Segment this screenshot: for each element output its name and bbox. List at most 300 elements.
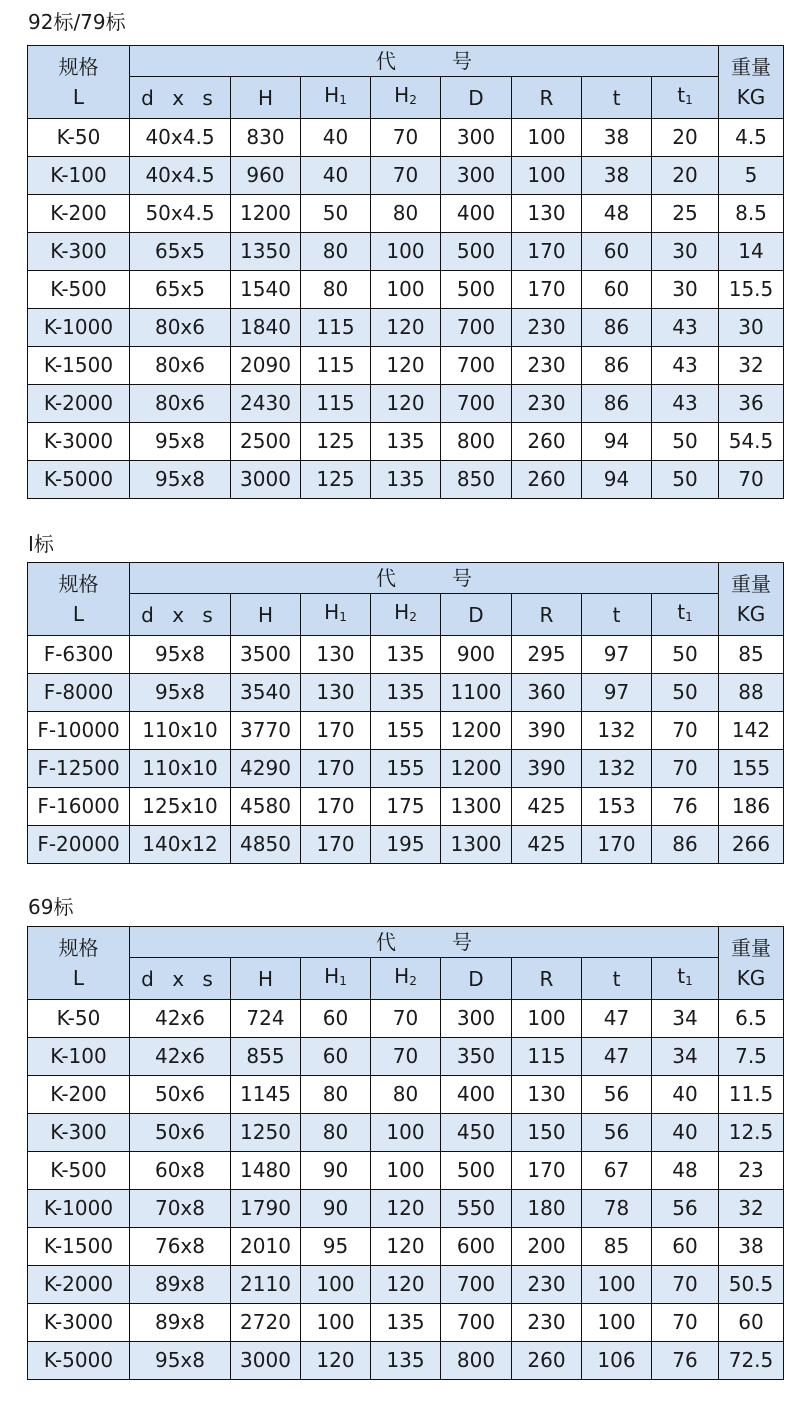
value-cell: 850 [441, 461, 512, 499]
header-row-top [28, 927, 784, 958]
model-cell: F-12500 [28, 750, 130, 788]
value-cell: 120 [371, 309, 441, 347]
column-header-subscript: 1 [685, 610, 693, 624]
value-cell: 110x10 [130, 712, 231, 750]
column-header-label: t [677, 600, 686, 624]
value-cell: 2720 [231, 1304, 301, 1342]
value-cell: 390 [512, 712, 582, 750]
table-row [28, 195, 784, 233]
value-cell: 43 [652, 385, 719, 423]
value-cell: 80 [301, 1076, 371, 1114]
value-cell: 1350 [231, 233, 301, 271]
value-cell: 1250 [231, 1114, 301, 1152]
table-row [28, 119, 784, 157]
value-cell: 72.5 [719, 1342, 784, 1380]
code-header-cell [130, 927, 719, 958]
column-header [582, 958, 652, 1000]
value-cell: 1200 [441, 750, 512, 788]
value-cell: 155 [371, 712, 441, 750]
value-cell: 300 [441, 1000, 512, 1038]
column-header [231, 958, 301, 1000]
value-cell: 3770 [231, 712, 301, 750]
value-cell: 6.5 [719, 1000, 784, 1038]
value-cell: 115 [301, 309, 371, 347]
value-cell: 175 [371, 788, 441, 826]
value-cell: 230 [512, 1266, 582, 1304]
weight-label: 重量 [731, 572, 771, 596]
weight-unit: KG [736, 966, 766, 990]
value-cell: 425 [512, 788, 582, 826]
column-header-label: t [612, 602, 621, 627]
value-cell: 100 [512, 157, 582, 195]
model-cell: K-2000 [28, 385, 130, 423]
table-row [28, 1342, 784, 1380]
model-cell: K-200 [28, 195, 130, 233]
value-cell: 130 [301, 636, 371, 674]
value-cell: 100 [582, 1304, 652, 1342]
value-cell: 50 [652, 423, 719, 461]
value-cell: 40 [301, 157, 371, 195]
value-cell: 20 [652, 119, 719, 157]
value-cell: 40 [301, 119, 371, 157]
value-cell: 70 [652, 1304, 719, 1342]
value-cell: 11.5 [719, 1076, 784, 1114]
value-cell: 76 [652, 788, 719, 826]
weight-unit: KG [736, 85, 766, 109]
value-cell: 700 [441, 309, 512, 347]
value-cell: 135 [371, 1304, 441, 1342]
value-cell: 60x8 [130, 1152, 231, 1190]
value-cell: 34 [652, 1000, 719, 1038]
value-cell: 86 [652, 826, 719, 864]
value-cell: 100 [512, 119, 582, 157]
code-label-2: 号 [452, 49, 472, 73]
value-cell: 80 [371, 1076, 441, 1114]
value-cell: 700 [441, 1266, 512, 1304]
weight-header-cell [719, 46, 784, 119]
column-header-label: t [612, 966, 621, 991]
value-cell: 230 [512, 385, 582, 423]
value-cell: 80x6 [130, 309, 231, 347]
value-cell: 70 [652, 750, 719, 788]
header-row-columns [28, 77, 784, 119]
column-header-label: t [677, 964, 686, 988]
spec-label: 规格 [58, 55, 99, 79]
value-cell: 260 [512, 423, 582, 461]
value-cell: 170 [512, 233, 582, 271]
model-cell: F-16000 [28, 788, 130, 826]
value-cell: 40x4.5 [130, 119, 231, 157]
value-cell: 70 [371, 1038, 441, 1076]
table-row [28, 1190, 784, 1228]
value-cell: 155 [719, 750, 784, 788]
value-cell: 100 [371, 1152, 441, 1190]
table-row [28, 674, 784, 712]
value-cell: 50 [301, 195, 371, 233]
column-header-subscript: 1 [339, 93, 347, 107]
value-cell: 70 [652, 1266, 719, 1304]
value-cell: 60 [582, 271, 652, 309]
column-header-subscript: 2 [409, 610, 417, 624]
value-cell: 120 [371, 347, 441, 385]
value-cell: 38 [719, 1228, 784, 1266]
value-cell: 1300 [441, 788, 512, 826]
value-cell: 1480 [231, 1152, 301, 1190]
column-header [441, 77, 512, 119]
value-cell: 3540 [231, 674, 301, 712]
value-cell: 95x8 [130, 674, 231, 712]
value-cell: 70 [371, 1000, 441, 1038]
value-cell: 170 [301, 712, 371, 750]
model-cell: K-1000 [28, 309, 130, 347]
model-cell: K-50 [28, 119, 130, 157]
value-cell: 125 [301, 461, 371, 499]
column-header-label: D [468, 966, 484, 991]
spec-sub-label: L [72, 602, 85, 626]
column-header-label: t [677, 83, 686, 107]
value-cell: 80x6 [130, 347, 231, 385]
value-cell: 1200 [231, 195, 301, 233]
spec-sub-label: L [72, 966, 85, 990]
value-cell: 150 [512, 1114, 582, 1152]
value-cell: 125x10 [130, 788, 231, 826]
value-cell: 800 [441, 1342, 512, 1380]
value-cell: 95x8 [130, 636, 231, 674]
value-cell: 89x8 [130, 1304, 231, 1342]
column-header-subscript: 2 [409, 974, 417, 988]
column-header-label: R [539, 602, 554, 627]
table-row [28, 1304, 784, 1342]
column-header-subscript: 1 [339, 610, 347, 624]
value-cell: 32 [719, 1190, 784, 1228]
column-header-label: H [324, 600, 340, 624]
column-header [130, 958, 231, 1000]
column-header [301, 958, 371, 1000]
column-header [512, 77, 582, 119]
value-cell: 550 [441, 1190, 512, 1228]
value-cell: 7.5 [719, 1038, 784, 1076]
value-cell: 32 [719, 347, 784, 385]
column-header-label: D [468, 602, 484, 627]
code-label-1: 代 [376, 930, 396, 954]
value-cell: 50 [652, 461, 719, 499]
weight-label: 重量 [731, 55, 771, 79]
value-cell: 700 [441, 385, 512, 423]
column-header [441, 958, 512, 1000]
value-cell: 3000 [231, 461, 301, 499]
value-cell: 155 [371, 750, 441, 788]
value-cell: 180 [512, 1190, 582, 1228]
value-cell: 47 [582, 1000, 652, 1038]
column-header-label: H [324, 83, 340, 107]
value-cell: 132 [582, 712, 652, 750]
table-row [28, 788, 784, 826]
column-header [371, 594, 441, 636]
value-cell: 48 [582, 195, 652, 233]
value-cell: 4580 [231, 788, 301, 826]
model-cell: F-10000 [28, 712, 130, 750]
value-cell: 97 [582, 636, 652, 674]
value-cell: 85 [719, 636, 784, 674]
value-cell: 67 [582, 1152, 652, 1190]
model-cell: K-50 [28, 1000, 130, 1038]
model-cell: K-5000 [28, 461, 130, 499]
value-cell: 130 [512, 195, 582, 233]
column-header-subscript: 2 [409, 93, 417, 107]
value-cell: 56 [582, 1114, 652, 1152]
header-row-columns [28, 958, 784, 1000]
weight-unit: KG [736, 602, 766, 626]
value-cell: 115 [301, 385, 371, 423]
value-cell: 76x8 [130, 1228, 231, 1266]
value-cell: 1145 [231, 1076, 301, 1114]
value-cell: 40 [652, 1114, 719, 1152]
table-row [28, 826, 784, 864]
value-cell: 230 [512, 1304, 582, 1342]
value-cell: 56 [582, 1076, 652, 1114]
value-cell: 115 [512, 1038, 582, 1076]
column-header-label: R [539, 966, 554, 991]
spec-label: 规格 [58, 936, 99, 960]
table-row [28, 1000, 784, 1038]
column-header [512, 594, 582, 636]
model-cell: K-100 [28, 1038, 130, 1076]
value-cell: 89x8 [130, 1266, 231, 1304]
value-cell: 70 [371, 119, 441, 157]
value-cell: 86 [582, 309, 652, 347]
value-cell: 350 [441, 1038, 512, 1076]
value-cell: 40x4.5 [130, 157, 231, 195]
model-cell: K-3000 [28, 1304, 130, 1342]
column-header [652, 77, 719, 119]
value-cell: 170 [512, 271, 582, 309]
table-row [28, 750, 784, 788]
spec-table-i [27, 562, 784, 864]
table-row [28, 233, 784, 271]
model-cell: F-20000 [28, 826, 130, 864]
table-row [28, 157, 784, 195]
value-cell: 100 [371, 233, 441, 271]
value-cell: 50x6 [130, 1114, 231, 1152]
value-cell: 170 [301, 788, 371, 826]
model-cell: K-2000 [28, 1266, 130, 1304]
spec-sub-label: L [72, 85, 85, 109]
table-row [28, 712, 784, 750]
value-cell: 8.5 [719, 195, 784, 233]
value-cell: 65x5 [130, 233, 231, 271]
table-row [28, 271, 784, 309]
value-cell: 450 [441, 1114, 512, 1152]
value-cell: 60 [301, 1000, 371, 1038]
model-cell: F-6300 [28, 636, 130, 674]
value-cell: 855 [231, 1038, 301, 1076]
code-label-1: 代 [376, 49, 396, 73]
value-cell: 135 [371, 423, 441, 461]
value-cell: 70 [371, 157, 441, 195]
value-cell: 135 [371, 636, 441, 674]
value-cell: 50x4.5 [130, 195, 231, 233]
value-cell: 120 [371, 1266, 441, 1304]
value-cell: 170 [512, 1152, 582, 1190]
value-cell: 50.5 [719, 1266, 784, 1304]
value-cell: 50 [652, 636, 719, 674]
value-cell: 80 [301, 1114, 371, 1152]
value-cell: 85 [582, 1228, 652, 1266]
value-cell: 360 [512, 674, 582, 712]
value-cell: 90 [301, 1190, 371, 1228]
value-cell: 54.5 [719, 423, 784, 461]
value-cell: 100 [371, 1114, 441, 1152]
table-row [28, 385, 784, 423]
model-cell: K-500 [28, 1152, 130, 1190]
model-cell: K-200 [28, 1076, 130, 1114]
value-cell: 120 [371, 1228, 441, 1266]
header-row-top [28, 563, 784, 594]
value-cell: 43 [652, 347, 719, 385]
column-header [652, 594, 719, 636]
value-cell: 800 [441, 423, 512, 461]
value-cell: 47 [582, 1038, 652, 1076]
value-cell: 600 [441, 1228, 512, 1266]
value-cell: 94 [582, 461, 652, 499]
value-cell: 700 [441, 1304, 512, 1342]
value-cell: 78 [582, 1190, 652, 1228]
value-cell: 100 [582, 1266, 652, 1304]
value-cell: 100 [301, 1266, 371, 1304]
value-cell: 80 [371, 195, 441, 233]
column-header [512, 958, 582, 1000]
value-cell: 90 [301, 1152, 371, 1190]
model-cell: K-1000 [28, 1190, 130, 1228]
code-header-cell [130, 46, 719, 77]
value-cell: 120 [371, 1190, 441, 1228]
value-cell: 2090 [231, 347, 301, 385]
value-cell: 186 [719, 788, 784, 826]
value-cell: 200 [512, 1228, 582, 1266]
value-cell: 97 [582, 674, 652, 712]
value-cell: 20 [652, 157, 719, 195]
weight-header-cell [719, 563, 784, 636]
value-cell: 106 [582, 1342, 652, 1380]
value-cell: 70 [652, 712, 719, 750]
value-cell: 960 [231, 157, 301, 195]
value-cell: 88 [719, 674, 784, 712]
value-cell: 135 [371, 674, 441, 712]
value-cell: 12.5 [719, 1114, 784, 1152]
value-cell: 110x10 [130, 750, 231, 788]
column-header-label: H [394, 600, 410, 624]
column-header [371, 77, 441, 119]
value-cell: 170 [582, 826, 652, 864]
model-cell: K-3000 [28, 423, 130, 461]
value-cell: 40 [652, 1076, 719, 1114]
value-cell: 135 [371, 461, 441, 499]
table-row [28, 1076, 784, 1114]
column-header [441, 594, 512, 636]
value-cell: 195 [371, 826, 441, 864]
column-header [301, 594, 371, 636]
value-cell: 5 [719, 157, 784, 195]
column-header-subscript: 1 [685, 974, 693, 988]
value-cell: 900 [441, 636, 512, 674]
value-cell: 76 [652, 1342, 719, 1380]
value-cell: 95x8 [130, 461, 231, 499]
column-header [371, 958, 441, 1000]
model-cell: K-300 [28, 1114, 130, 1152]
weight-label: 重量 [731, 936, 771, 960]
column-header-label: d x s [141, 602, 219, 627]
value-cell: 30 [719, 309, 784, 347]
value-cell: 60 [582, 233, 652, 271]
value-cell: 2430 [231, 385, 301, 423]
spec-header-cell [28, 46, 130, 119]
column-header-subscript: 1 [339, 974, 347, 988]
column-header [652, 958, 719, 1000]
value-cell: 170 [301, 750, 371, 788]
value-cell: 230 [512, 309, 582, 347]
code-label-2: 号 [452, 566, 472, 590]
value-cell: 266 [719, 826, 784, 864]
value-cell: 500 [441, 271, 512, 309]
column-header-label: d x s [141, 966, 219, 991]
value-cell: 120 [301, 1342, 371, 1380]
value-cell: 400 [441, 195, 512, 233]
value-cell: 400 [441, 1076, 512, 1114]
column-header-subscript: 1 [685, 93, 693, 107]
value-cell: 95 [301, 1228, 371, 1266]
value-cell: 4850 [231, 826, 301, 864]
column-header [582, 77, 652, 119]
value-cell: 230 [512, 347, 582, 385]
column-header [582, 594, 652, 636]
value-cell: 1200 [441, 712, 512, 750]
section-title-69: 69标 [28, 895, 74, 919]
table-row [28, 1152, 784, 1190]
table-row [28, 1114, 784, 1152]
table-row [28, 1038, 784, 1076]
section-title-92-79: 92标/79标 [28, 10, 126, 34]
column-header-label: t [612, 85, 621, 110]
value-cell: 25 [652, 195, 719, 233]
value-cell: 1790 [231, 1190, 301, 1228]
value-cell: 4290 [231, 750, 301, 788]
column-header-label: R [539, 85, 554, 110]
value-cell: 60 [652, 1228, 719, 1266]
column-header [130, 77, 231, 119]
value-cell: 1840 [231, 309, 301, 347]
value-cell: 50 [652, 674, 719, 712]
column-header-label: H [257, 966, 274, 991]
value-cell: 120 [371, 385, 441, 423]
value-cell: 38 [582, 119, 652, 157]
value-cell: 23 [719, 1152, 784, 1190]
value-cell: 42x6 [130, 1038, 231, 1076]
value-cell: 34 [652, 1038, 719, 1076]
value-cell: 1540 [231, 271, 301, 309]
value-cell: 86 [582, 385, 652, 423]
column-header-label: H [394, 83, 410, 107]
value-cell: 94 [582, 423, 652, 461]
value-cell: 50x6 [130, 1076, 231, 1114]
column-header-label: D [468, 85, 484, 110]
column-header-label: H [324, 964, 340, 988]
value-cell: 56 [652, 1190, 719, 1228]
value-cell: 3500 [231, 636, 301, 674]
table-row [28, 461, 784, 499]
table-row [28, 636, 784, 674]
value-cell: 132 [582, 750, 652, 788]
value-cell: 100 [371, 271, 441, 309]
